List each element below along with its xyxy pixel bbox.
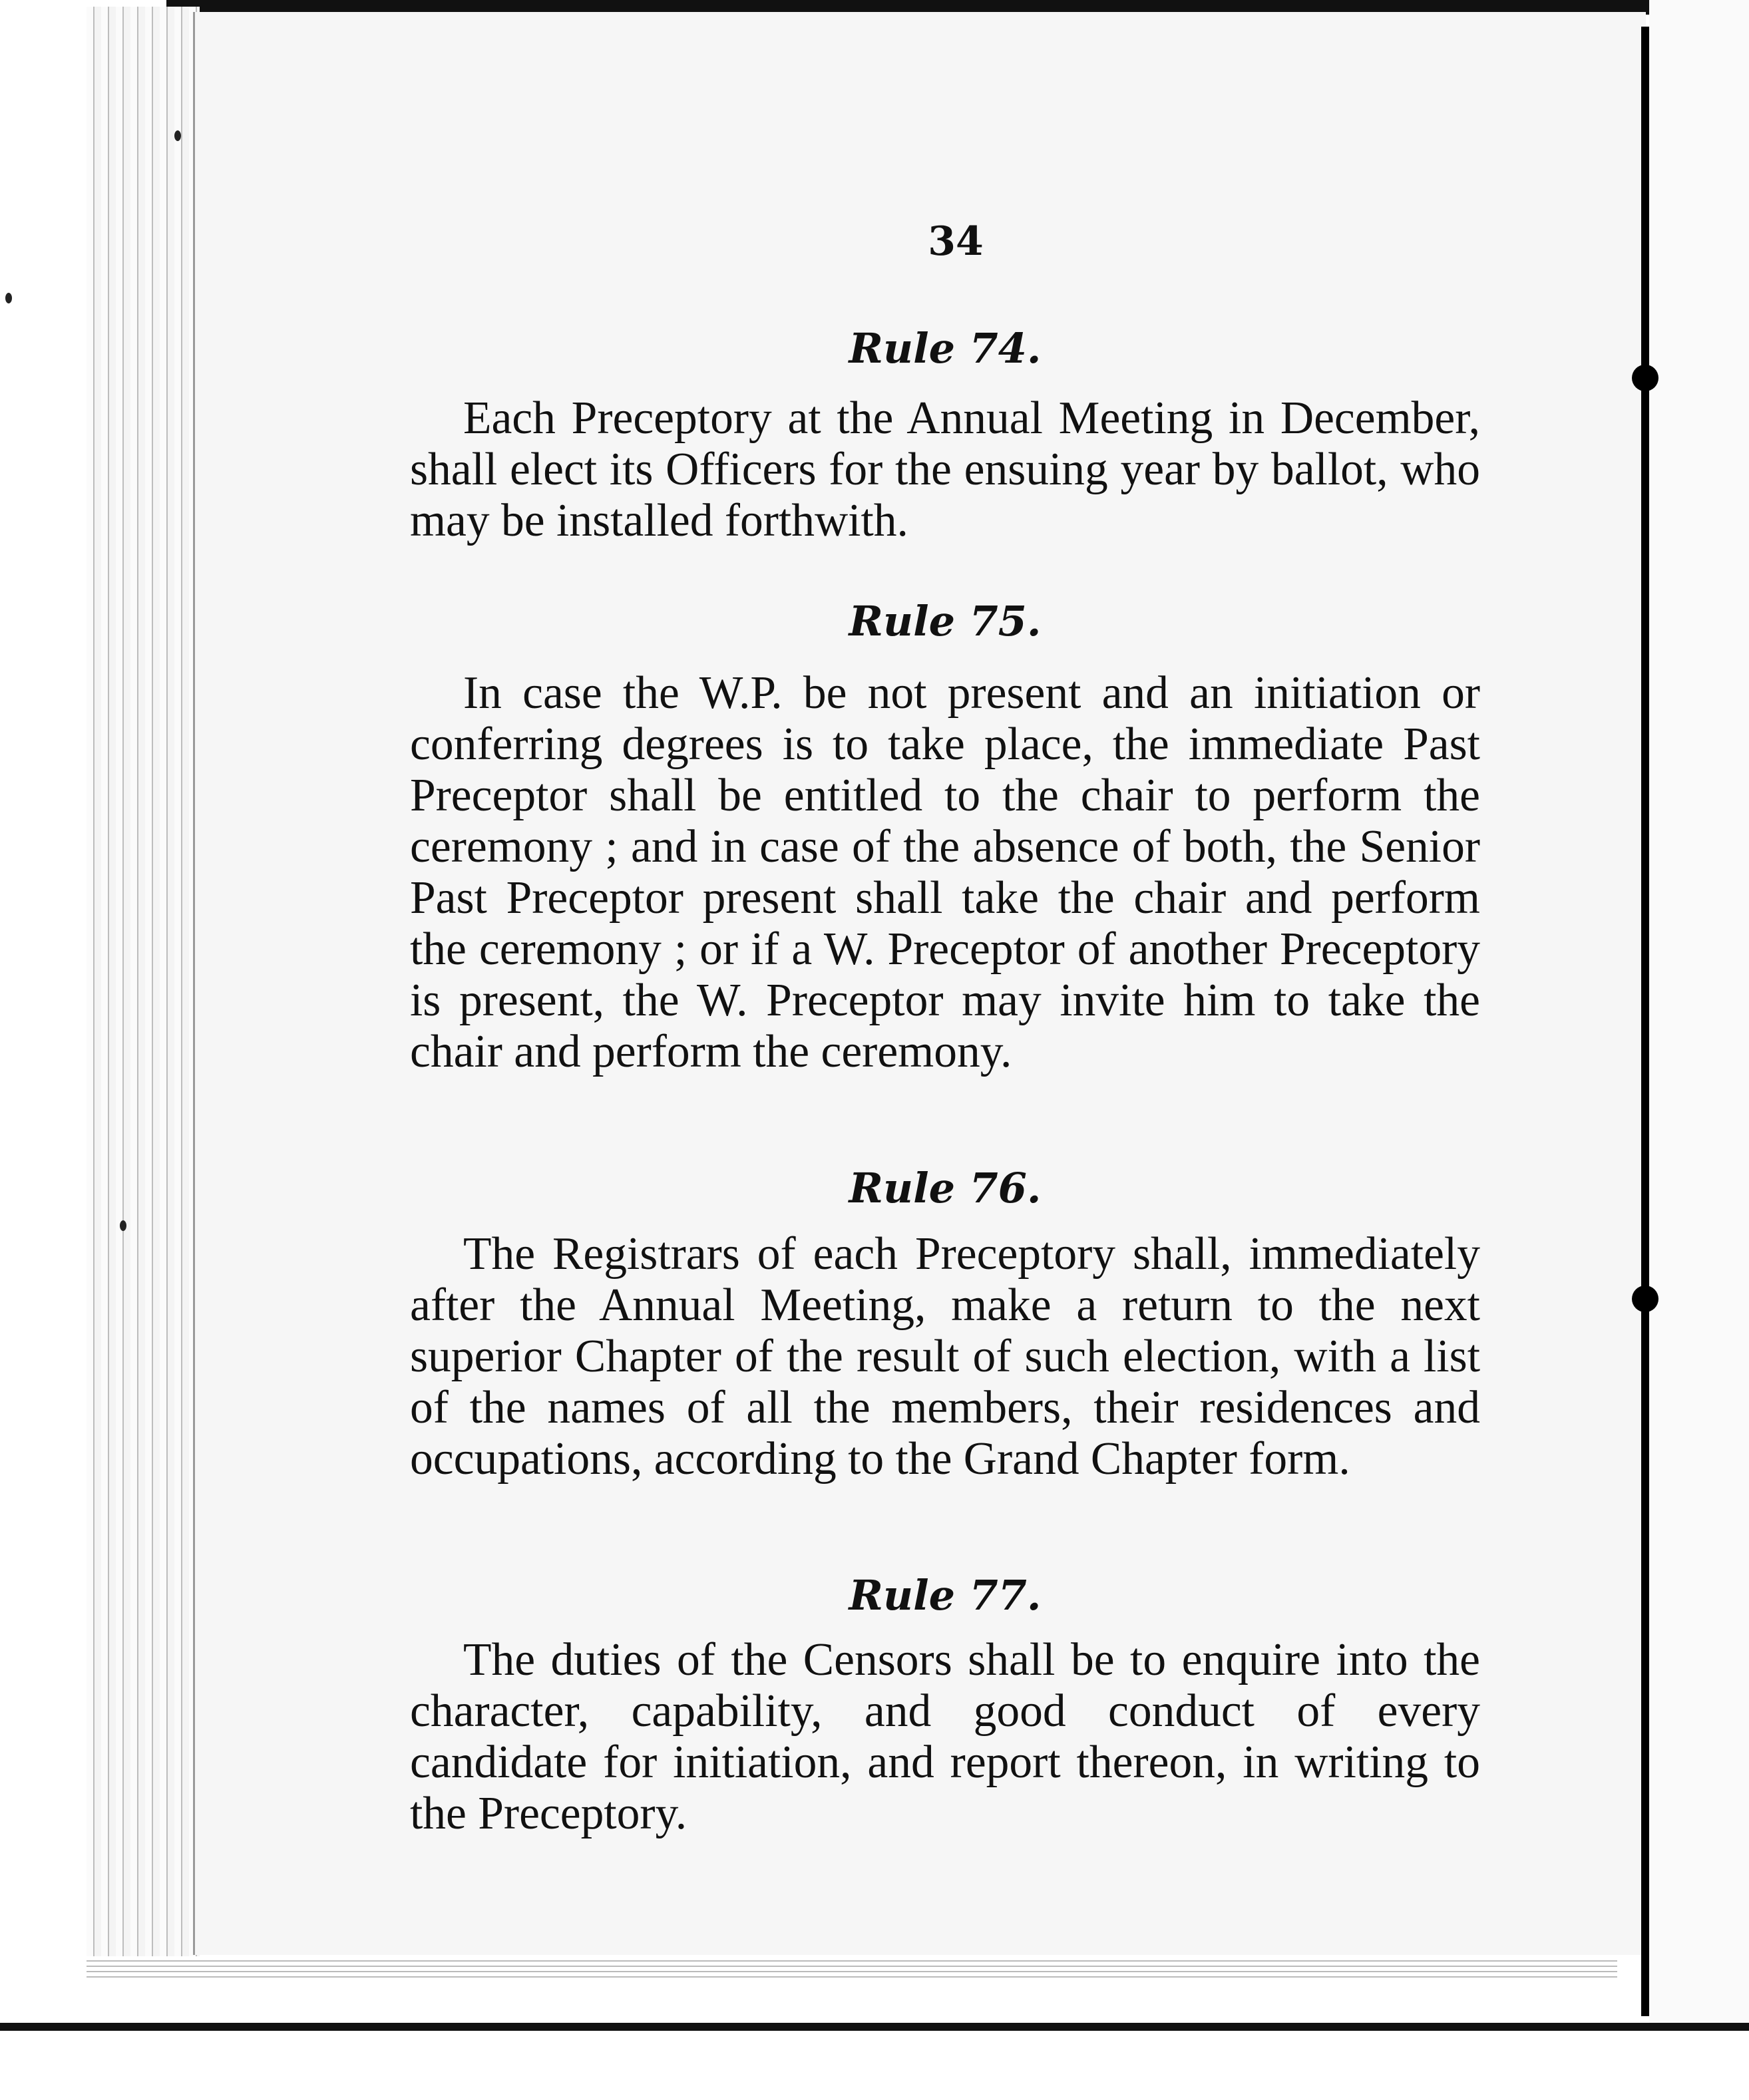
page-gutter-line: [1641, 27, 1649, 2016]
rule-77-heading: Rule 77.: [849, 1571, 1042, 1620]
scan-bottom-border: [0, 2023, 1749, 2100]
ink-speck: [120, 1220, 126, 1231]
rule-76-heading: Rule 76.: [849, 1164, 1042, 1212]
rule-76-text: The Registrars of each Preceptory shall, immediately after the Annual Meeting, make a return to the next superior Chapter of the result of such election, with a list of the names of all the members, their residences and occupations, according to the Grand Chapter form.: [410, 1228, 1480, 1485]
binding-mark: [1632, 365, 1658, 391]
binding-mark: [1632, 1286, 1658, 1312]
stacked-page-edges: [87, 7, 200, 1970]
rule-74-text: Each Preceptory at the Annual Meeting in December, shall elect its Officers for the ensuing year by ballot, who may be installed forthwith.: [410, 393, 1480, 546]
ink-speck: [5, 293, 12, 303]
facing-page-edge: [1649, 0, 1749, 2023]
rule-75-text: In case the W.P. be not present and an initiation or conferring degrees is to take place, the immediate Past Preceptor shall be entitled to the chair to perform the ceremony ; and in case of the absence of both, the Senior Past Preceptor present shall take the chair and perform the ceremony ; or if a W. Preceptor of another Preceptory is present, the W. Preceptor may invite him to take the chair and perform the ceremony.: [410, 667, 1480, 1077]
rule-74-heading: Rule 74.: [849, 324, 1042, 373]
rule-75-heading: Rule 75.: [849, 597, 1042, 645]
stacked-page-bottom-edges: [87, 1956, 1617, 1980]
page-number: 34: [928, 218, 984, 265]
rule-77-text: The duties of the Censors shall be to enquire into the character, capability, and good conduct of every candidate for initiation, and report thereon, in writing to the Preceptory.: [410, 1634, 1480, 1839]
ink-speck: [174, 130, 181, 141]
